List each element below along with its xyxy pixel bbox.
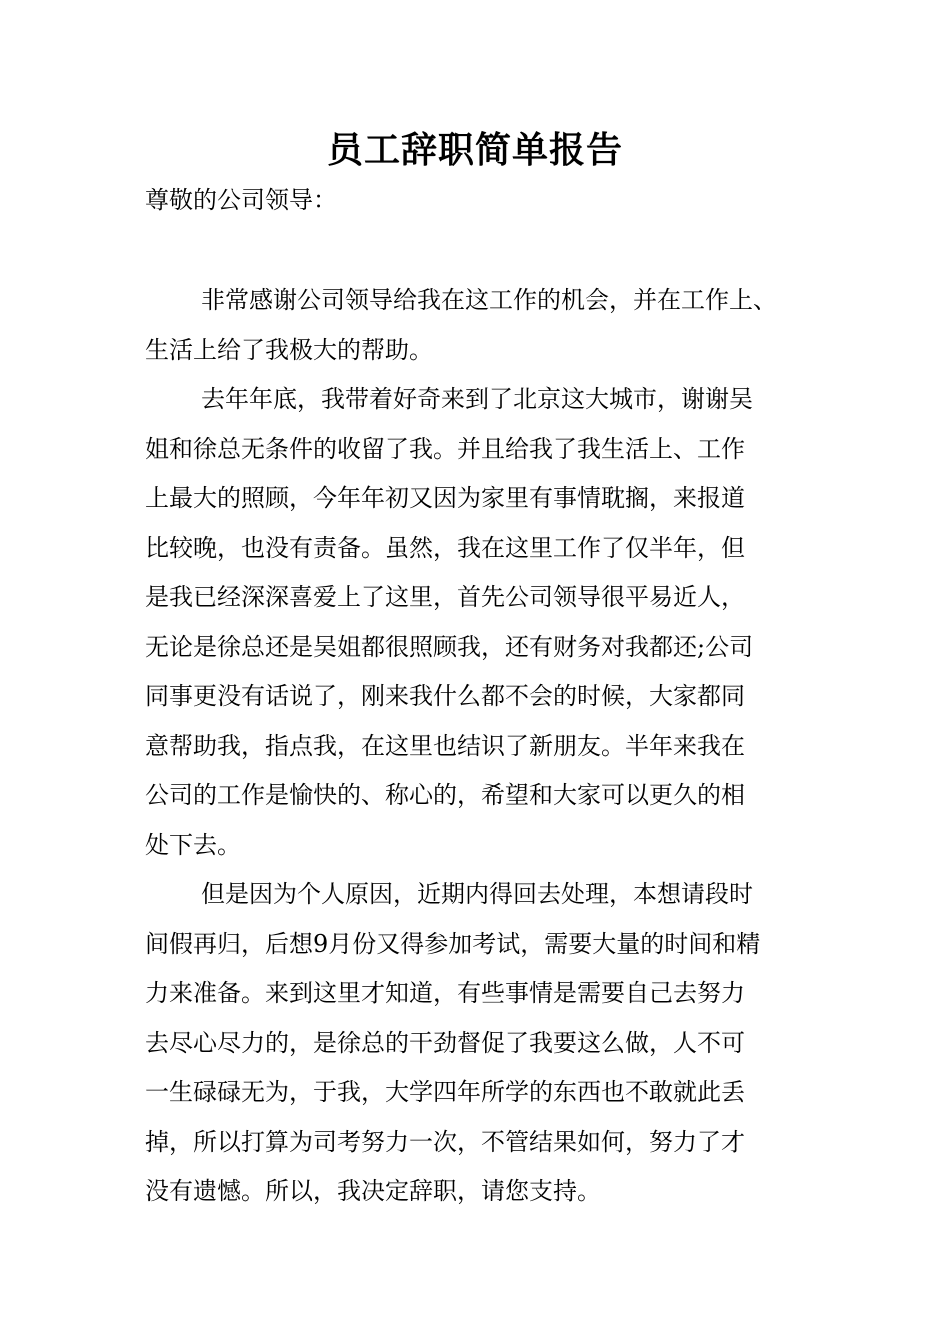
salutation: 尊敬的公司领导：	[145, 186, 337, 214]
paragraph-line: 公司的工作是愉快的、称心的，希望和大家可以更久的相	[145, 781, 745, 809]
paragraph-line: 比较晚，也没有责备。虽然，我在这里工作了仅半年，但	[145, 533, 745, 562]
paragraph-1	[145, 276, 810, 375]
paragraph-line: 一生碌碌无为，于我，大学四年所学的东西也不敢就此丢	[145, 1078, 745, 1106]
paragraph-line: 去年年底，我带着好奇来到了北京这大城市，谢谢吴	[201, 385, 753, 413]
paragraph-2	[145, 375, 810, 870]
paragraph-line: 力来准备。来到这里才知道，有些事情是需要自己去努力	[145, 979, 745, 1007]
paragraph-line: 上最大的照顾，今年年初又因为家里有事情耽搁，来报道	[145, 484, 745, 512]
document-title: 员工辞职简单报告	[326, 129, 623, 171]
paragraph-line: 姐和徐总无条件的收留了我。并且给我了我生活上、工作	[145, 434, 745, 463]
paragraph-line: 没有遗憾。所以，我决定辞职，请您支持。	[145, 1177, 601, 1205]
paragraph-line: 同事更没有话说了，刚来我什么都不会的时候，大家都同	[145, 682, 745, 710]
paragraph-line: 间假再归，后想9月份又得参加考试，需要大量的时间和精	[145, 929, 761, 958]
paragraph-3	[145, 870, 810, 1217]
paragraph-line: 但是因为个人原因，近期内得回去处理，本想请段时	[201, 880, 753, 908]
paragraph-line: 无论是徐总还是吴姐都很照顾我，还有财务对我都还;公司	[145, 632, 754, 661]
paragraph-line: 是我已经深深喜爱上了这里，首先公司领导很平易近人，	[145, 583, 745, 611]
paragraph-line: 处下去。	[145, 830, 241, 859]
paragraph-line: 去尽心尽力的，是徐总的干劲督促了我要这么做，人不可	[145, 1028, 745, 1057]
paragraph-line: 意帮助我，指点我，在这里也结识了新朋友。半年来我在	[145, 731, 745, 760]
document-body	[145, 276, 810, 1217]
paragraph-line: 生活上给了我极大的帮助。	[145, 335, 433, 364]
paragraph-line: 非常感谢公司领导给我在这工作的机会，并在工作上、	[201, 286, 777, 314]
paragraph-line: 掉，所以打算为司考努力一次，不管结果如何，努力了才	[145, 1127, 745, 1156]
